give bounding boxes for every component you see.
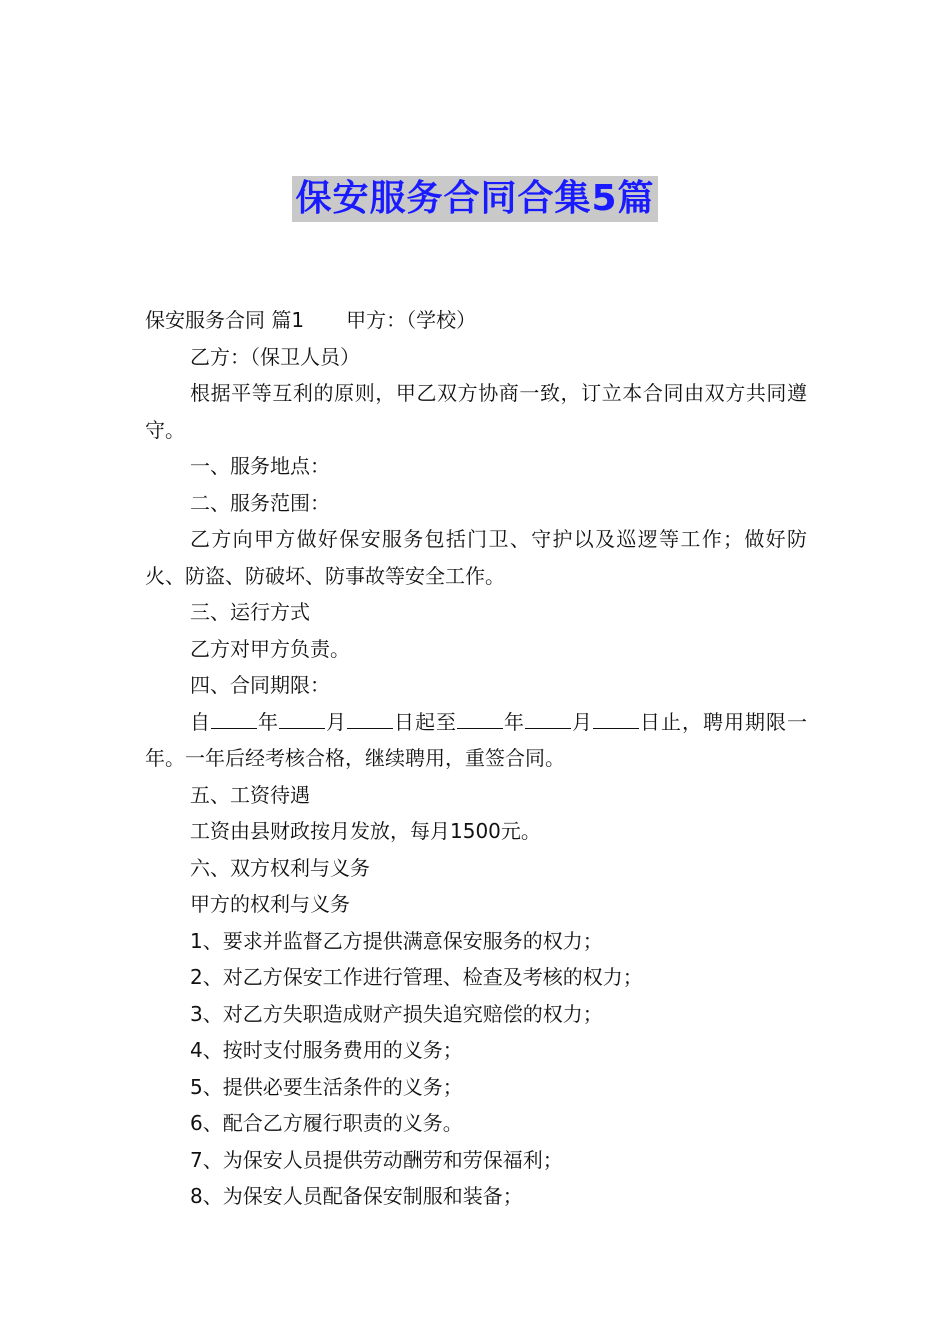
section-3-heading: 三、运行方式 <box>190 600 310 624</box>
term-tail: 日止，聘用期限一年。一年后经考核合格，继续聘用，重签合同。 <box>145 709 807 770</box>
term-month: 月 <box>325 709 347 734</box>
party-a-rights-title: 甲方的权利与义务 <box>190 892 350 916</box>
rights-item: 5、提供必要生活条件的义务； <box>190 1074 463 1099</box>
scope-paragraph: 乙方向甲方做好保安服务包括门卫、守护以及巡逻等工作；做好防火、防盗、防破坏、防事故等安全工作。 <box>145 527 807 588</box>
rights-item: 6、配合乙方履行职责的义务。 <box>190 1111 463 1135</box>
rights-item: 2、对乙方保安工作进行管理、检查及考核的权力； <box>190 965 643 989</box>
rights-item: 7、为保安人员提供劳动酬劳和劳保福利； <box>190 1147 563 1172</box>
operation-paragraph: 乙方对甲方负责。 <box>190 636 350 661</box>
section-2-heading: 二、服务范围： <box>190 490 330 515</box>
rights-item: 1、要求并监督乙方提供满意保安服务的权力； <box>190 928 603 953</box>
rights-item: 3、对乙方失职造成财产损失追究赔偿的权力； <box>190 1001 603 1026</box>
blank-end-day[interactable] <box>593 708 639 729</box>
blank-start-day[interactable] <box>347 708 393 729</box>
title-wrap <box>0 176 950 222</box>
section-1-heading: 一、服务地点： <box>190 454 330 478</box>
term-year-2: 年 <box>503 709 525 734</box>
term-day-from: 日起至 <box>393 709 457 734</box>
blank-start-year[interactable] <box>211 708 257 729</box>
contract-label: 保安服务合同 篇1 <box>145 308 305 332</box>
document-body <box>145 302 807 1215</box>
term-month-2: 月 <box>571 709 593 734</box>
party-a: 甲方：（学校） <box>346 308 477 332</box>
intro-paragraph: 根据平等互利的原则，甲乙双方协商一致，订立本合同由双方共同遵守。 <box>145 381 807 442</box>
document-title: 保安服务合同合集5篇 <box>292 176 657 222</box>
rights-item: 4、按时支付服务费用的义务； <box>190 1038 463 1062</box>
term-from: 自 <box>190 709 211 734</box>
term-paragraph <box>145 704 807 777</box>
term-year: 年 <box>257 709 279 734</box>
party-b: 乙方：（保卫人员） <box>190 344 360 369</box>
blank-end-month[interactable] <box>525 708 571 729</box>
rights-item: 8、为保安人员配备保安制服和装备； <box>190 1184 523 1208</box>
section-6-heading: 六、双方权利与义务 <box>190 855 370 880</box>
contract-heading <box>145 302 807 339</box>
blank-start-month[interactable] <box>279 708 325 729</box>
section-4-heading: 四、合同期限： <box>190 673 330 697</box>
section-5-heading: 五、工资待遇 <box>190 782 310 807</box>
blank-end-year[interactable] <box>457 708 503 729</box>
salary-paragraph: 工资由县财政按月发放，每月1500元。 <box>190 819 541 843</box>
